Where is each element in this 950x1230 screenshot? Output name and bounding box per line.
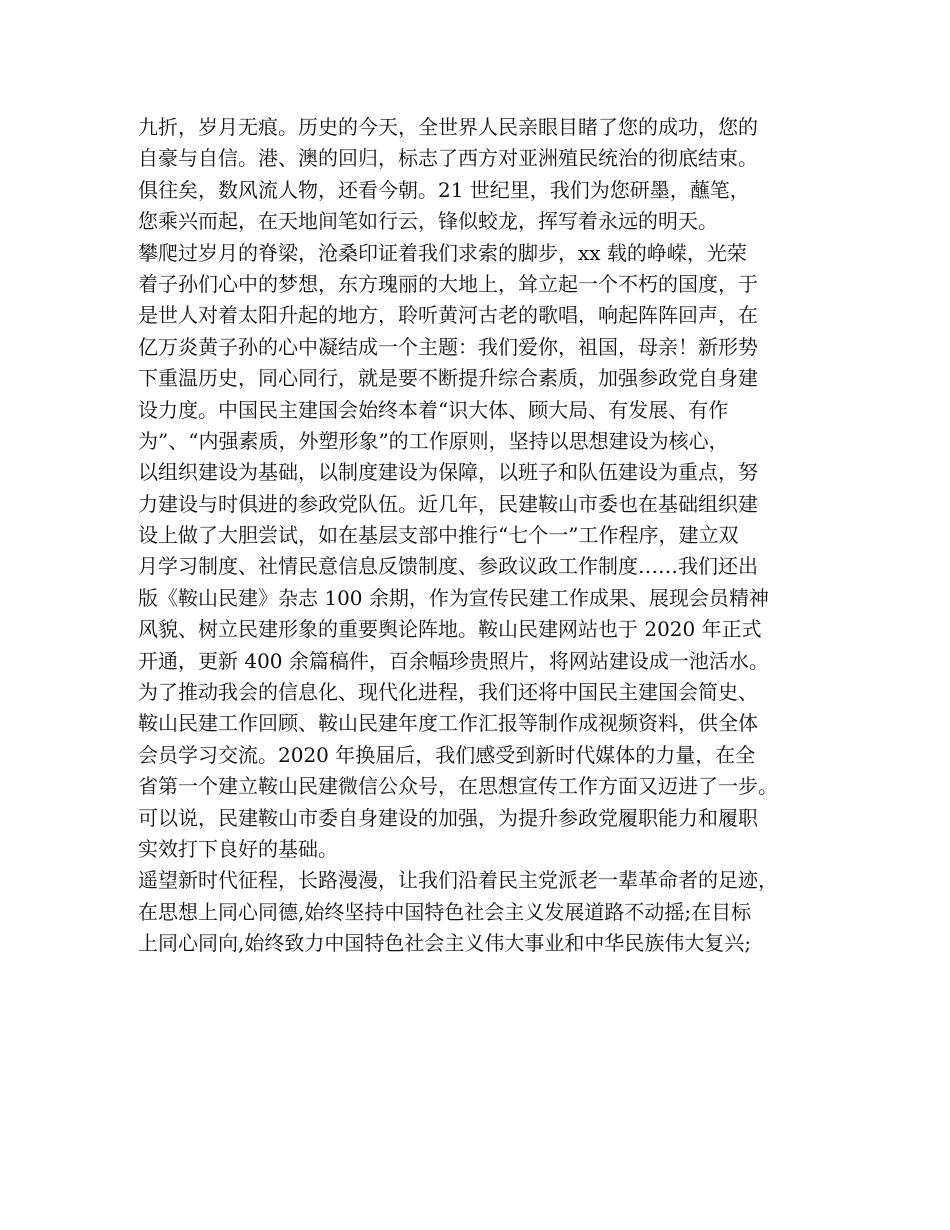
text-line: 版《鞍山民建》杂志 100 余期，作为宣传民建工作成果、展现会员精神 <box>138 585 769 610</box>
text-line: 月学习制度、社情民意信息反馈制度、参政议政工作制度……我们还出 <box>138 554 758 579</box>
paragraph-1 <box>138 112 828 238</box>
text-line: 设上做了大胆尝试，如在基层支部中推行“七个一”工作程序，建立双 <box>138 523 739 548</box>
text-line: 是世人对着太阳升起的地方，聆听黄河古老的歌唱，响起阵阵回声，在 <box>138 303 758 328</box>
text-line: 会员学习交流。2020 年换届后，我们感受到新时代媒体的力量，在全 <box>138 742 756 767</box>
text-line: 以组织建设为基础，以制度建设为保障，以班子和队伍建设为重点，努 <box>138 460 758 485</box>
text-line: 设力度。中国民主建国会始终本着“识大体、顾大局、有发展、有作 <box>138 397 729 422</box>
text-line: 开通，更新 400 余篇稿件，百余幅珍贵照片，将网站建设成一池活水。 <box>138 648 769 673</box>
document-body <box>138 112 828 960</box>
text-line: 九折，岁月无痕。历史的今天，全世界人民亲眼目睹了您的成功，您的 <box>138 115 758 139</box>
text-line: 为了推动我会的信息化、现代化进程，我们还将中国民主建国会简史、 <box>138 680 758 705</box>
text-line: 自豪与自信。港、澳的回归，标志了西方对亚洲殖民统治的彻底结束。 <box>138 146 758 171</box>
text-line: 可以说，民建鞍山市委自身建设的加强，为提升参政党履职能力和履职 <box>138 805 758 830</box>
text-line: 攀爬过岁月的脊梁，沧桑印证着我们求索的脚步，xx 载的峥嵘，光荣 <box>138 240 747 265</box>
text-line: 下重温历史，同心同行，就是要不断提升综合素质，加强参政党自身建 <box>138 366 758 391</box>
text-line: 实效打下良好的基础。 <box>138 836 338 861</box>
text-line: 着子孙们心中的梦想，东方瑰丽的大地上，耸立起一个不朽的国度，于 <box>138 271 758 296</box>
text-line: 在思想上同心同德,始终坚持中国特色社会主义发展道路不动摇;在目标 <box>138 899 752 924</box>
text-line: 鞍山民建工作回顾、鞍山民建年度工作汇报等制作成视频资料，供全体 <box>138 711 758 736</box>
text-line: 亿万炎黄子孙的心中凝结成一个主题：我们爱你，祖国，母亲！新形势 <box>138 334 758 359</box>
text-line: 力建设与时俱进的参政党队伍。近几年，民建鞍山市委也在基础组织建 <box>138 491 758 516</box>
text-line: 省第一个建立鞍山民建微信公众号，在思想宣传工作方面又迈进了一步。 <box>138 774 778 799</box>
paragraph-2 <box>138 238 828 866</box>
text-line: 遥望新时代征程，长路漫漫，让我们沿着民主党派老一辈革命者的足迹， <box>138 868 778 893</box>
text-line: 您乘兴而起，在天地间笔如行云，锋似蛟龙，挥写着永远的明天。 <box>138 209 718 234</box>
paragraph-3 <box>138 865 828 959</box>
text-line: 为”、“内强素质，外塑形象”的工作原则，坚持以思想建设为核心， <box>138 428 729 453</box>
text-line: 上同心同向,始终致力中国特色社会主义伟大事业和中华民族伟大复兴; <box>138 931 752 956</box>
text-line: 风貌、树立民建形象的重要舆论阵地。鞍山民建网站也于 2020 年正式 <box>138 617 762 642</box>
text-line: 俱往矣，数风流人物，还看今朝。21 世纪里，我们为您研墨，蘸笔， <box>138 177 750 202</box>
